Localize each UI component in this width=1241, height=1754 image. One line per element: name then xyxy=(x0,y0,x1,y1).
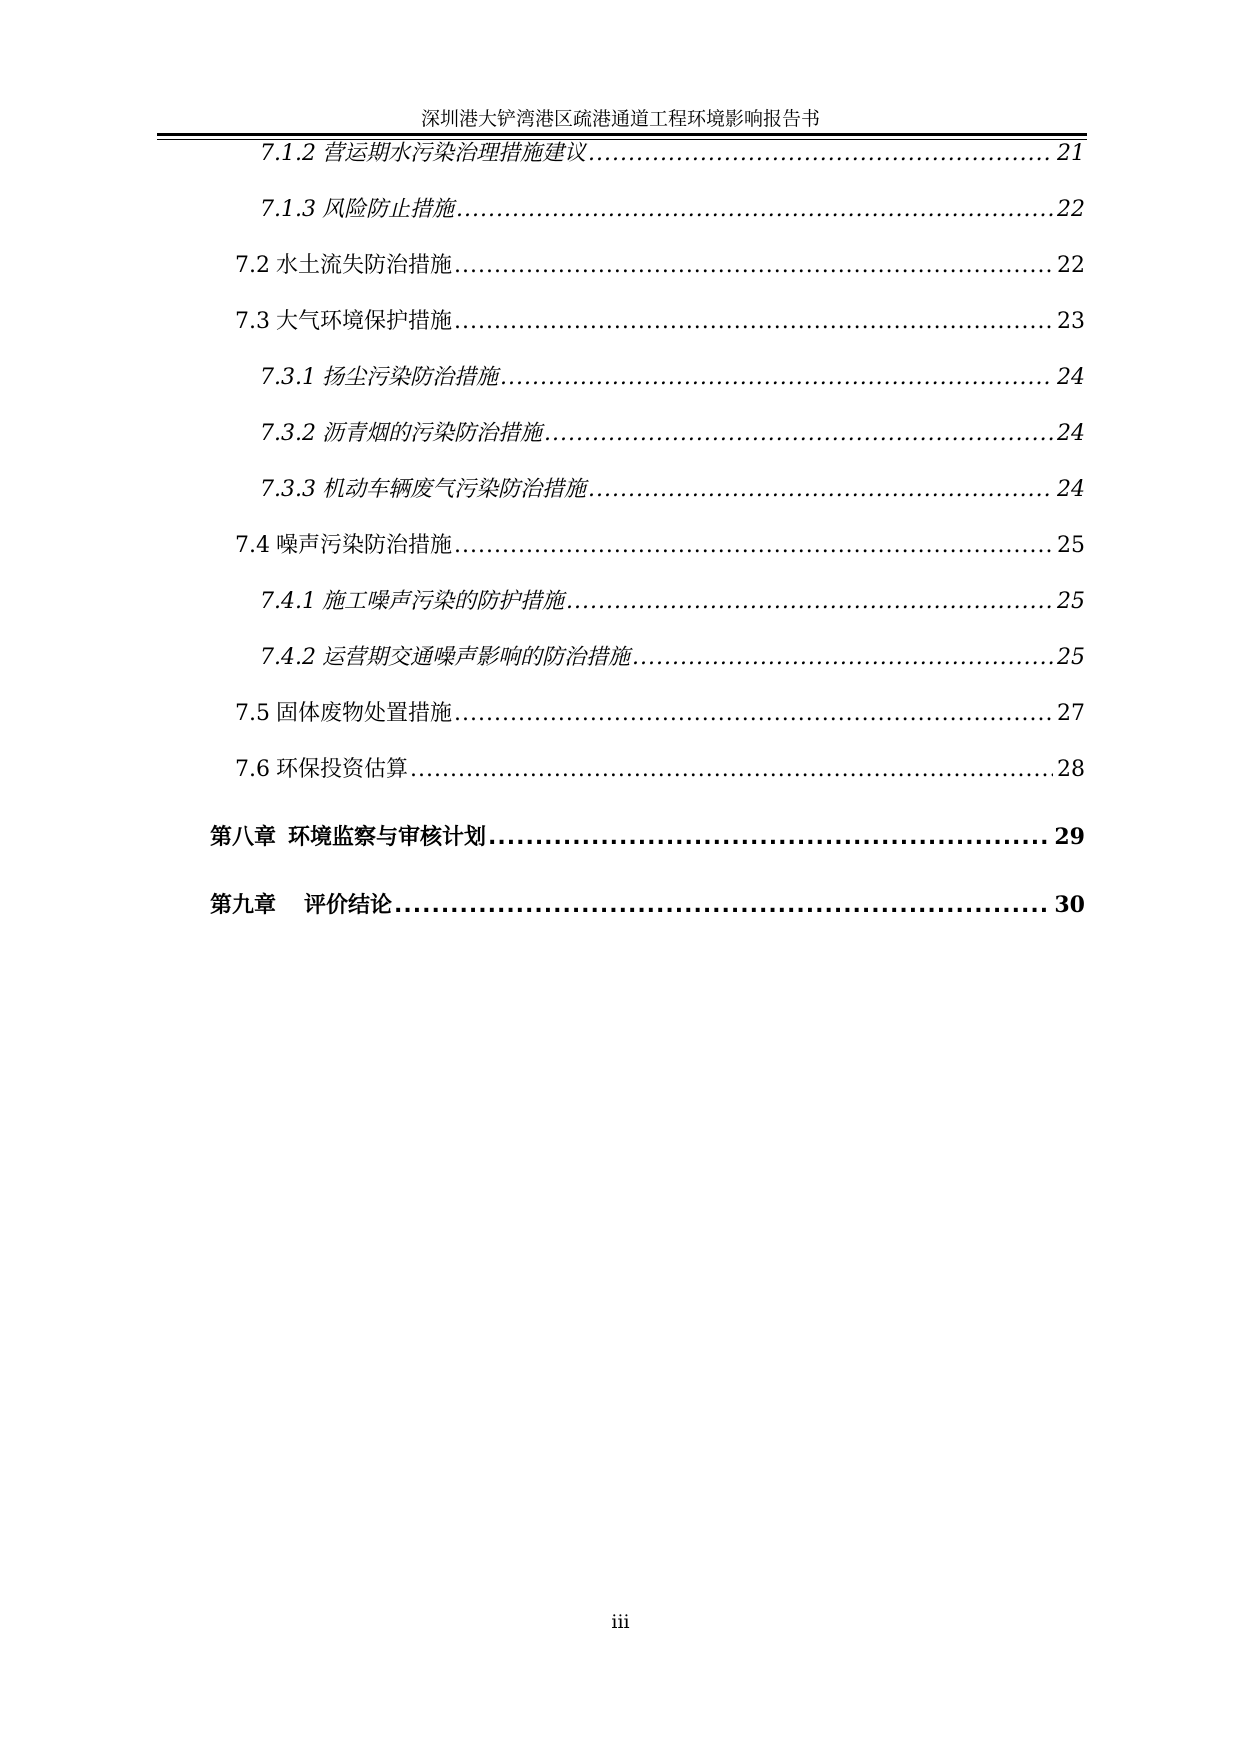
toc-leader-dots xyxy=(632,645,1053,670)
toc-page: 27 xyxy=(1057,701,1085,726)
toc-entry[interactable] xyxy=(260,416,1085,447)
toc-page: 22 xyxy=(1057,197,1085,222)
toc-leader-dots xyxy=(456,197,1053,222)
running-header: 深圳港大铲湾港区疏港通道工程环境影响报告书 xyxy=(420,108,820,130)
toc-page: 28 xyxy=(1057,757,1085,782)
toc-title: 沥青烟的污染防治措施 xyxy=(321,421,542,446)
toc-entry[interactable] xyxy=(235,696,1085,727)
toc-title: 噪声污染防治措施 xyxy=(276,533,453,558)
toc-entry[interactable] xyxy=(260,192,1085,223)
toc-chapter-number: 第九章 xyxy=(210,893,277,918)
toc-number: 7.6 xyxy=(235,757,270,782)
toc-chapter-title: 评价结论 xyxy=(304,893,393,918)
toc-number: 7.3.2 xyxy=(260,421,316,446)
toc-page: 24 xyxy=(1057,421,1085,446)
toc-title: 机动车辆废气污染防治措施 xyxy=(321,477,586,502)
toc-leader-dots xyxy=(454,309,1053,334)
toc-number: 7.3.1 xyxy=(260,365,316,390)
toc-leader-dots xyxy=(454,253,1053,278)
toc-entry[interactable] xyxy=(260,640,1085,671)
toc-page: 23 xyxy=(1057,309,1085,334)
toc-page: 25 xyxy=(1057,645,1085,670)
toc-leader-dots xyxy=(544,421,1053,446)
toc-entry[interactable] xyxy=(260,584,1085,615)
toc-title: 水土流失防治措施 xyxy=(276,253,453,278)
toc-entry[interactable] xyxy=(260,472,1085,503)
toc-leader-dots xyxy=(588,141,1053,166)
toc-page: 25 xyxy=(1057,533,1085,558)
toc-entry[interactable] xyxy=(235,528,1085,559)
toc-title: 环保投资估算 xyxy=(276,757,409,782)
toc-entry[interactable] xyxy=(260,360,1085,391)
toc-leader-dots xyxy=(454,701,1053,726)
toc-number: 7.5 xyxy=(235,701,270,726)
toc-title: 固体废物处置措施 xyxy=(276,701,453,726)
toc-entry[interactable] xyxy=(235,304,1085,335)
toc-number: 7.4 xyxy=(235,533,270,558)
toc-leader-dots xyxy=(410,757,1053,782)
toc-leader-dots xyxy=(566,589,1053,614)
toc-number: 7.4.1 xyxy=(260,589,316,614)
toc-title: 施工噪声污染的防护措施 xyxy=(321,589,564,614)
toc-chapter-entry[interactable] xyxy=(210,888,1085,919)
toc-leader-dots xyxy=(588,477,1053,502)
toc-leader-dots xyxy=(394,893,1050,918)
toc-entry[interactable] xyxy=(235,752,1085,783)
toc-leader-dots xyxy=(500,365,1053,390)
toc-chapter-title: 环境监察与审核计划 xyxy=(288,825,487,850)
toc-page: 24 xyxy=(1057,477,1085,502)
toc-page: 30 xyxy=(1054,892,1085,918)
toc-title: 大气环境保护措施 xyxy=(276,309,453,334)
toc-entry[interactable] xyxy=(235,248,1085,279)
toc-number: 7.3.3 xyxy=(260,477,316,502)
toc-page: 29 xyxy=(1054,824,1085,850)
toc-chapter-number: 第八章 xyxy=(210,825,277,850)
toc-page: 24 xyxy=(1057,365,1085,390)
toc-entry[interactable] xyxy=(260,136,1085,167)
toc-number: 7.3 xyxy=(235,309,270,334)
toc-number: 7.1.2 xyxy=(260,141,316,166)
toc-page: 25 xyxy=(1057,589,1085,614)
toc-title: 风险防止措施 xyxy=(321,197,454,222)
page-number: iii xyxy=(611,1611,630,1633)
toc-page: 22 xyxy=(1057,253,1085,278)
toc-page: 21 xyxy=(1057,141,1085,166)
toc-chapter-entry[interactable] xyxy=(210,820,1085,851)
toc-title: 扬尘污染防治措施 xyxy=(321,365,498,390)
toc-number: 7.2 xyxy=(235,253,270,278)
toc-number: 7.4.2 xyxy=(260,645,316,670)
toc-title: 运营期交通噪声影响的防治措施 xyxy=(321,645,630,670)
toc-number: 7.1.3 xyxy=(260,197,316,222)
toc-leader-dots xyxy=(488,825,1050,850)
toc-leader-dots xyxy=(454,533,1053,558)
toc-title: 营运期水污染治理措施建议 xyxy=(321,141,586,166)
